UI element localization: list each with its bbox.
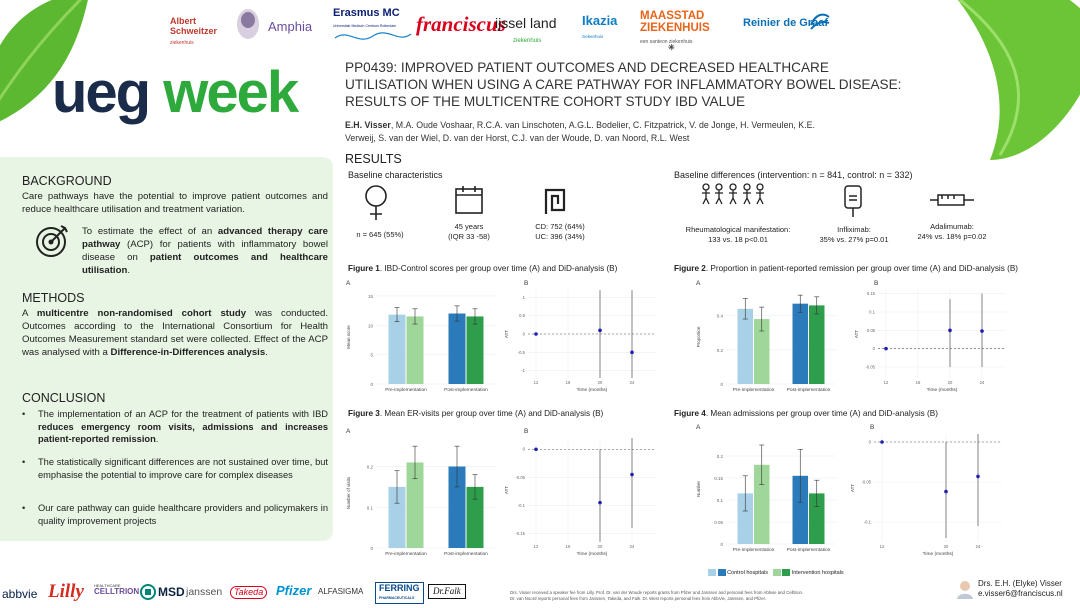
fig2a-ytick-label: 0 <box>720 382 723 387</box>
decorative-leaf-right <box>930 0 1080 170</box>
fig4b-ytick-label: -0.05 <box>861 479 871 485</box>
conclusion-bullet-1: • The implementation of an ACP for the treatment of patients with IBD reduces emergency room visits, admissions and increases patient-reported remission. <box>22 409 328 444</box>
fig4a-ytick-label: 0.05 <box>714 520 723 525</box>
reinier-swoosh-icon <box>808 10 832 32</box>
fig4b-point <box>976 475 980 479</box>
fig1b-ylabel: ATT <box>504 329 509 339</box>
fig1b-xtick-label: 24 <box>629 380 635 385</box>
fig4b-xtick-label: 24 <box>975 544 981 549</box>
fig4b-ytick-label: 0 <box>868 439 871 445</box>
fig2b-ytick-label: 0.05 <box>866 327 875 333</box>
female-stat: n = 645 (55%) <box>356 230 404 239</box>
fig1a-bar <box>389 315 406 384</box>
fig1b-panel-label: B <box>524 280 529 287</box>
fig3b-ytick-label: -0.1 <box>517 502 525 508</box>
fig3b-ytick-label: -0.05 <box>515 474 525 480</box>
fig2b-xtick-label: 16 <box>915 380 921 385</box>
logo-erasmus: Erasmus MC Universitair Medisch Centrum Rotterdam <box>333 7 400 28</box>
results-heading: RESULTS <box>345 152 402 166</box>
diagnosis-stat: CD: 752 (64%) UC: 396 (34%) <box>535 222 585 241</box>
background-heading: BACKGROUND <box>22 174 112 188</box>
fig1a-ytick-label: 5 <box>370 352 373 358</box>
poster-title: PP0439: IMPROVED PATIENT OUTCOMES AND DECREASED HEALTHCARE UTILISATION WHEN USING A CARE PATHWAY FOR INFLAMMATORY BOWEL DISEASE: RESULTS OF THE MULTICENTRE COHORT STUDY IBD VALUE <box>345 60 902 109</box>
target-icon <box>34 223 70 259</box>
fig2b-ytick-label: 0.15 <box>866 291 875 297</box>
fig1b-xlabel: Time (months) <box>576 388 608 393</box>
fig2a-category-label: Post-implementation <box>786 388 831 393</box>
conclusion-heading: CONCLUSION <box>22 391 106 405</box>
aim-text: To estimate the effect of an advanced therapy care pathway (ACP) for patients with inflammatory bowel disease on patient outcomes and healthcare utilisation. <box>82 226 328 276</box>
fig2a-ytick-label: 0.4 <box>716 313 723 319</box>
logo-ikazia: Ikazia ziekenhuis <box>582 13 618 39</box>
author-list: E.H. Visser, M.A. Oude Voshaar, R.C.A. van Linschoten, A.G.L. Bodelier, C. Fitzpatrick, V. de Jonge, H. Vermeulen, K.E. Verweij, S. van der Wiel, D. van der Horst, C.J. van der Woude, D. van Noord, R.L. West <box>345 120 815 143</box>
fig3b-xtick-label: 12 <box>533 544 539 549</box>
chart-legend: Control hospitals Intervention hospitals <box>708 569 844 576</box>
conclusion-bullet-2: • The statistically significant differences are not sustained over time, but emphasise the potential to improve care for complex diseases <box>22 457 328 480</box>
fig1b-point <box>598 329 602 333</box>
fig3a-category-label: Pre-implementation <box>385 552 427 557</box>
fig4b-xlabel: Time (months) <box>922 552 954 557</box>
fig2b-ytick-label: 0 <box>872 346 875 352</box>
fig1a-ytick-label: 10 <box>367 323 373 329</box>
fig3b-panel-label: B <box>524 428 529 435</box>
fig1a-bar <box>407 316 424 384</box>
fig2b-point <box>948 329 952 333</box>
logo-amphia: Amphia <box>268 19 313 34</box>
fig1a-bar <box>449 314 466 385</box>
fig1a-ytick-label: 15 <box>367 293 373 299</box>
baseline-title: Baseline characteristics <box>348 170 443 180</box>
fig1b-ytick-label: 0 <box>522 331 525 337</box>
fig3b-point <box>598 501 602 505</box>
disclosure-text: Drs. Visser received a speaker fee from Lilly. Prof. Dr. van der Woude reports grants from Pfizer and Janssen and personal fees from Abbvie and Celltrion. Dr. van Noord reports personal fees from Janssen, Takeda, and Falk. Dr. West reports personal fees from AbbVie, Janssen, and Pfizer. <box>510 590 804 601</box>
fig2a-bar <box>793 304 809 384</box>
fig3b-point <box>630 473 634 477</box>
logo-albert-schweitzer: Albert Schweitzer ziekenhuis <box>170 16 218 46</box>
fig1b-xtick-label: 12 <box>533 380 539 385</box>
msd-icon <box>140 584 156 600</box>
fig4a-ylabel: Number <box>696 480 701 498</box>
fig2a-ylabel: Proportion <box>696 326 701 348</box>
figure-1b-did-chart <box>502 276 662 400</box>
fig2a-category-label: Pre-implementation <box>732 388 775 393</box>
figure-4b-did-chart <box>848 420 1008 564</box>
fig2b-xtick-label: 24 <box>979 380 985 385</box>
fig3a-ytick-label: 0.1 <box>366 505 373 511</box>
fig2a-panel-label: A <box>696 280 701 287</box>
author-avatar <box>956 579 974 599</box>
sponsor-celltrion: HEALTHCARE CELLTRION <box>94 583 140 596</box>
fig1b-ytick-label: -0.5 <box>517 349 525 355</box>
fig4b-ytick-label: -0.1 <box>863 519 871 525</box>
figure-4-caption: Figure 4. Mean admissions per group over time (A) and DiD-analysis (B) <box>674 409 938 418</box>
fig2b-ytick-label: 0.1 <box>869 309 875 315</box>
fig4b-panel-label: B <box>870 424 875 431</box>
fig1a-panel-label: A <box>346 280 351 287</box>
sponsor-pfizer: Pfizer <box>276 583 312 598</box>
rheumatological-stat: Rheumatological manifestation: 133 vs. 18 p<0.01 <box>685 225 791 244</box>
fig3a-panel-label: A <box>346 428 351 435</box>
fig1a-ylabel: Mean score <box>346 325 351 349</box>
logo-maasstad: MAASSTAD ZIEKENHUIS een santeon ziekenhuis <box>640 10 710 45</box>
calendar-icon <box>453 184 485 216</box>
fig4b-ylabel: ATT <box>850 483 855 493</box>
sponsor-abbvie: abbvie <box>2 587 38 601</box>
fig3b-xtick-label: 24 <box>629 544 635 549</box>
sponsor-ferring: FERRING PHARMACEUTICALS <box>375 582 424 604</box>
fig2b-xtick-label: 12 <box>883 380 889 385</box>
legend-swatch-control-light <box>708 569 716 576</box>
figure-3a-bar-chart <box>342 424 502 564</box>
logo-albert-schweitzer-portrait-icon <box>234 6 262 46</box>
sponsor-msd: MSD <box>158 585 185 599</box>
summary-panel <box>0 157 333 541</box>
fig1a-category-label: Post-implementation <box>444 388 488 393</box>
baseline-differences-title: Baseline differences (intervention: n = 841, control: n = 332) <box>674 170 913 180</box>
fig2a-bar <box>809 305 825 384</box>
figure-1a-bar-chart <box>342 276 502 400</box>
fig3a-category-label: Post-implementation <box>444 552 488 557</box>
fig2b-ytick-label: -0.05 <box>865 364 875 370</box>
fig3b-ylabel: ATT <box>504 485 509 495</box>
figure-3-caption: Figure 3. Mean ER-visits per group over time (A) and DiD-analysis (B) <box>348 409 604 418</box>
adalimumab-stat: Adalimumab: 24% vs. 18% p=0.02 <box>917 222 987 241</box>
fig4a-ytick-label: 0 <box>720 542 723 547</box>
fig3b-ytick-label: -0.15 <box>515 531 525 537</box>
fig4b-xtick-label: 12 <box>879 544 885 549</box>
logo-reinier-de-graaf: Reinier de Graaf <box>743 17 828 29</box>
intestine-icon <box>540 184 570 216</box>
fig4a-panel-label: A <box>696 424 701 431</box>
infliximab-stat: Infliximab: 35% vs. 27% p=0.01 <box>819 225 889 244</box>
fig1b-point <box>630 351 634 355</box>
sponsor-lilly: Lilly <box>48 581 84 602</box>
figure-2b-did-chart <box>852 276 1012 400</box>
fig1a-bar <box>467 316 484 384</box>
fig3a-ytick-label: 0.2 <box>366 464 373 470</box>
conclusion-bullet-3: • Our care pathway can guide healthcare providers and policymakers in quality improvement projects <box>22 503 328 526</box>
age-stat: 45 years (IQR 33 -58) <box>448 222 490 241</box>
legend-swatch-control-dark <box>718 569 726 576</box>
fig1b-ytick-label: -1 <box>521 368 525 374</box>
fig4a-ytick-label: 0.15 <box>714 476 723 481</box>
figure-2a-bar-chart <box>692 276 842 400</box>
logo-ijsselland: ijssel land ziekenhuis <box>495 15 557 44</box>
fig2b-panel-label: B <box>874 280 879 287</box>
people-group-icon <box>700 183 766 205</box>
hospital-logos <box>170 4 835 50</box>
legend-swatch-intervention-dark <box>782 569 790 576</box>
fig2b-xlabel: Time (months) <box>926 388 958 393</box>
fig2b-point <box>884 347 888 351</box>
sponsor-alfasigma: ALFASIGMA <box>318 587 364 596</box>
sponsor-takeda: Takeda <box>230 586 267 599</box>
fig3b-xtick-label: 16 <box>565 544 571 549</box>
fig1a-ytick-label: 0 <box>370 382 373 387</box>
logo-spacer <box>834 14 835 15</box>
erasmus-wave-icon <box>333 26 413 46</box>
logo-franciscus: franciscus <box>416 12 506 36</box>
fig3b-point <box>534 447 538 451</box>
fig2a-ytick-label: 0.2 <box>716 347 723 353</box>
maasstad-star-icon: ✳ <box>668 43 675 52</box>
fig1b-ytick-label: 1 <box>522 294 525 300</box>
fig2b-point <box>980 329 984 333</box>
fig3a-ylabel: Number of visits <box>346 476 351 510</box>
contact-email-link[interactable]: e.visser6@franciscus.nl <box>978 589 1063 598</box>
fig4a-ytick-label: 0.1 <box>716 498 723 503</box>
fig4b-point <box>944 490 948 494</box>
figure-2-caption: Figure 2. Proportion in patient-reported remission per group over time (A) and DiD-analysis (B) <box>674 264 1019 273</box>
methods-heading: METHODS <box>22 291 85 305</box>
fig1b-xtick-label: 20 <box>597 380 603 385</box>
fig4a-ytick-label: 0.2 <box>716 454 723 459</box>
background-text: Care pathways have the potential to improve patient outcomes and reduce healthcare utilisation and treatment variation. <box>22 191 328 215</box>
sponsor-janssen: janssen <box>186 586 223 598</box>
fig2b-xtick-label: 20 <box>947 380 953 385</box>
fig1b-xtick-label: 16 <box>565 380 571 385</box>
syringe-icon <box>928 190 976 210</box>
contact-info: Drs. E.H. (Elyke) Visser e.visser6@franciscus.nl <box>978 579 1063 598</box>
figure-4a-bar-chart <box>692 420 842 560</box>
female-icon <box>362 183 390 223</box>
fig3a-ytick-label: 0 <box>370 546 373 551</box>
sponsor-logos <box>0 580 500 606</box>
figure-1-caption: Figure 1. IBD-Control scores per group over time (A) and DiD-analysis (B) <box>348 264 618 273</box>
ueg-week-logo: ueg week <box>52 60 298 125</box>
fig2b-ylabel: ATT <box>854 329 859 339</box>
fig4b-point <box>880 440 884 444</box>
fig1b-point <box>534 332 538 336</box>
fig4a-category-label: Pre-implementation <box>732 548 775 553</box>
fig4a-category-label: Post-implementation <box>786 548 831 553</box>
fig1a-category-label: Pre-implementation <box>385 388 427 393</box>
fig1b-ytick-label: 0.5 <box>519 313 525 319</box>
fig4b-xtick-label: 20 <box>943 544 949 549</box>
fig3b-xtick-label: 20 <box>597 544 603 549</box>
sponsor-dr-falk: Dr.Falk <box>428 584 466 599</box>
methods-text: A multicentre non-randomised cohort study was conducted. Outcomes according to the International Consortium for Health Outcomes Measurement standard set were collected. Effect of the ACP was analysed with a Difference-in-Differences analysis. <box>22 308 328 358</box>
figure-3b-did-chart <box>502 424 662 564</box>
infusion-bag-icon <box>842 183 864 219</box>
fig3b-xlabel: Time (months) <box>576 552 608 557</box>
legend-swatch-intervention-light <box>773 569 781 576</box>
fig3b-ytick-label: 0 <box>522 446 525 452</box>
fig2a-bar <box>738 309 754 384</box>
